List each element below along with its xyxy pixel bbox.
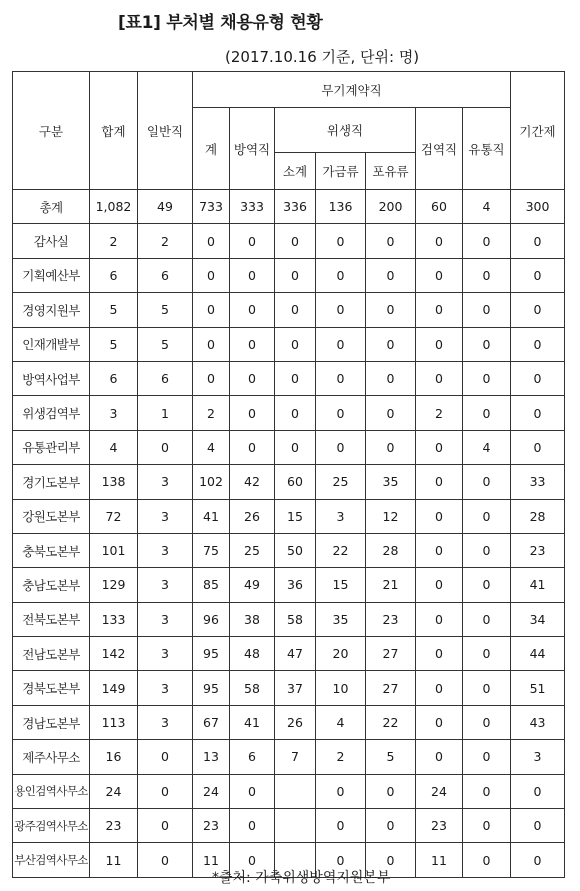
row-label: 경북도본부: [13, 671, 90, 705]
row-label: 부산검역사무소: [13, 843, 90, 877]
table-cell: 0: [275, 293, 316, 327]
table-cell: 0: [463, 774, 511, 808]
table-cell: 95: [193, 637, 230, 671]
table-cell: 6: [138, 258, 193, 292]
table-cell: 75: [193, 533, 230, 567]
table-cell: 5: [138, 293, 193, 327]
table-cell: 133: [90, 602, 138, 636]
table-row-total: [13, 190, 565, 224]
table-cell: 41: [511, 568, 565, 602]
table-cell: 0: [416, 293, 463, 327]
table-cell: 0: [316, 843, 366, 877]
table-cell: 0: [275, 361, 316, 395]
table-row: [13, 430, 565, 464]
table-cell: 0: [511, 843, 565, 877]
table-cell: 0: [463, 465, 511, 499]
table-cell: 0: [416, 258, 463, 292]
table-cell: 0: [416, 637, 463, 671]
header-indefinite-contract: 무기계약직: [193, 72, 511, 108]
header-subtotal: 소계: [275, 153, 316, 190]
header-inspection: 검역직: [416, 108, 463, 190]
table-cell: 22: [366, 705, 416, 739]
table-cell: 0: [316, 258, 366, 292]
table-cell: 0: [275, 327, 316, 361]
table-cell: 0: [138, 843, 193, 877]
table-cell: 113: [90, 705, 138, 739]
table-cell: 0: [366, 258, 416, 292]
table-cell: 3: [138, 465, 193, 499]
table-cell: 3: [90, 396, 138, 430]
table-cell: 0: [230, 224, 275, 258]
table-cell: 0: [463, 361, 511, 395]
table-cell: 0: [511, 224, 565, 258]
table-cell: 13: [193, 740, 230, 774]
table-row: [13, 671, 565, 705]
table-cell: 0: [366, 293, 416, 327]
table-cell: 101: [90, 533, 138, 567]
row-label: 유통관리부: [13, 430, 90, 464]
table-cell: 0: [511, 809, 565, 843]
table-cell: 0: [193, 224, 230, 258]
table-cell: 3: [138, 499, 193, 533]
header-sanitation: 위생직: [275, 108, 416, 153]
table-cell: 3: [138, 705, 193, 739]
table-cell: 6: [230, 740, 275, 774]
table-cell: 5: [138, 327, 193, 361]
table-cell: 149: [90, 671, 138, 705]
table-cell: 0: [463, 327, 511, 361]
table-cell: 0: [193, 327, 230, 361]
table-cell: 3: [138, 637, 193, 671]
table-cell: 11: [193, 843, 230, 877]
table-cell: 0: [463, 499, 511, 533]
table-cell: 0: [463, 533, 511, 567]
table-cell: 0: [230, 843, 275, 877]
table-row: [13, 293, 565, 327]
table-cell: 0: [463, 705, 511, 739]
table-cell: 16: [90, 740, 138, 774]
table-cell: 0: [366, 361, 416, 395]
table-cell: 0: [230, 809, 275, 843]
table-cell: 26: [230, 499, 275, 533]
row-label: 인재개발부: [13, 327, 90, 361]
table-cell: 35: [316, 602, 366, 636]
table-cell: 0: [416, 499, 463, 533]
table-cell: 0: [275, 224, 316, 258]
table-cell: 33: [511, 465, 565, 499]
table-row: [13, 774, 565, 808]
table-cell: 0: [193, 293, 230, 327]
table-cell: [275, 774, 316, 808]
table-cell: 15: [275, 499, 316, 533]
table-cell: 41: [230, 705, 275, 739]
table-cell: 60: [275, 465, 316, 499]
table-row: [13, 602, 565, 636]
table-cell: 1: [138, 396, 193, 430]
header-mammal: 포유류: [366, 153, 416, 190]
table-cell: 102: [193, 465, 230, 499]
row-label: 용인검역사무소: [13, 774, 90, 808]
header-general: 일반직: [138, 72, 193, 190]
header-total: 합계: [90, 72, 138, 190]
table-cell: 23: [90, 809, 138, 843]
table-cell: 3: [138, 602, 193, 636]
table-cell: 0: [275, 430, 316, 464]
table-cell: 2: [138, 224, 193, 258]
table-cell: 0: [463, 740, 511, 774]
date-note: (2017.10.16 기준, 단위: 명): [225, 48, 420, 66]
table-cell: 5: [90, 293, 138, 327]
table-cell: 0: [416, 465, 463, 499]
table-cell: 5: [90, 327, 138, 361]
employment-type-table: [12, 71, 565, 878]
row-label: 광주검역사무소: [13, 809, 90, 843]
table-cell: 41: [193, 499, 230, 533]
table-row: [13, 396, 565, 430]
table-cell: 0: [138, 740, 193, 774]
table-cell: 3: [138, 568, 193, 602]
row-label: 충남도본부: [13, 568, 90, 602]
table-cell: 0: [138, 430, 193, 464]
table-cell: 27: [366, 671, 416, 705]
row-label: 경남도본부: [13, 705, 90, 739]
table-cell: 0: [416, 602, 463, 636]
table-cell: [275, 809, 316, 843]
table-cell: 0: [511, 258, 565, 292]
table-cell: 200: [366, 190, 416, 224]
table-cell: 72: [90, 499, 138, 533]
table-cell: 0: [463, 843, 511, 877]
table-cell: 0: [230, 430, 275, 464]
table-cell: 47: [275, 637, 316, 671]
table-cell: 4: [316, 705, 366, 739]
table-cell: 11: [90, 843, 138, 877]
table-cell: 0: [230, 396, 275, 430]
table-cell: 42: [230, 465, 275, 499]
table-cell: 0: [463, 258, 511, 292]
table-cell: 60: [416, 190, 463, 224]
table-cell: 44: [511, 637, 565, 671]
table-cell: 0: [230, 293, 275, 327]
table-cell: 36: [275, 568, 316, 602]
table-cell: 3: [511, 740, 565, 774]
table-row: [13, 637, 565, 671]
table-cell: 3: [138, 671, 193, 705]
table-cell: 25: [230, 533, 275, 567]
table-cell: 4: [90, 430, 138, 464]
table-cell: 0: [463, 602, 511, 636]
table-cell: 23: [511, 533, 565, 567]
table-cell: 0: [366, 774, 416, 808]
header-poultry: 가금류: [316, 153, 366, 190]
table-cell: 0: [416, 740, 463, 774]
table-cell: 0: [230, 361, 275, 395]
table-cell: 0: [511, 396, 565, 430]
row-label: 기획예산부: [13, 258, 90, 292]
table-cell: 136: [316, 190, 366, 224]
table-cell: 0: [416, 705, 463, 739]
table-cell: 5: [366, 740, 416, 774]
table-cell: 336: [275, 190, 316, 224]
table-cell: 0: [316, 361, 366, 395]
table-cell: 0: [416, 533, 463, 567]
table-cell: 0: [511, 430, 565, 464]
table-cell: 0: [316, 430, 366, 464]
table-cell: 22: [316, 533, 366, 567]
table-cell: 333: [230, 190, 275, 224]
table-cell: 0: [463, 293, 511, 327]
table-cell: 0: [463, 568, 511, 602]
table-cell: 2: [316, 740, 366, 774]
table-cell: 138: [90, 465, 138, 499]
table-cell: 0: [463, 671, 511, 705]
table-cell: 0: [316, 809, 366, 843]
table-cell: 0: [511, 774, 565, 808]
table-cell: 23: [416, 809, 463, 843]
table-cell: 58: [230, 671, 275, 705]
table-cell: 2: [90, 224, 138, 258]
table-row: [13, 327, 565, 361]
table-cell: 733: [193, 190, 230, 224]
table-cell: 0: [193, 361, 230, 395]
table-cell: 58: [275, 602, 316, 636]
table-cell: 23: [366, 602, 416, 636]
row-label: 강원도본부: [13, 499, 90, 533]
table-row: [13, 705, 565, 739]
table-cell: 51: [511, 671, 565, 705]
table-cell: 0: [316, 327, 366, 361]
table-cell: 24: [193, 774, 230, 808]
table-cell: 4: [193, 430, 230, 464]
table-cell: 129: [90, 568, 138, 602]
table-row: [13, 740, 565, 774]
table-cell: 85: [193, 568, 230, 602]
table-cell: 0: [416, 327, 463, 361]
table-cell: 95: [193, 671, 230, 705]
table-cell: 0: [416, 361, 463, 395]
table-cell: 35: [366, 465, 416, 499]
table-cell: 300: [511, 190, 565, 224]
table-cell: 0: [366, 224, 416, 258]
table-cell: 0: [416, 568, 463, 602]
table-cell: 25: [316, 465, 366, 499]
table-cell: 0: [366, 843, 416, 877]
row-label: 경기도본부: [13, 465, 90, 499]
table-cell: 12: [366, 499, 416, 533]
table-cell: 2: [193, 396, 230, 430]
table-cell: 142: [90, 637, 138, 671]
table-cell: 34: [511, 602, 565, 636]
table-cell: 0: [511, 361, 565, 395]
table-cell: 50: [275, 533, 316, 567]
header-quarantine: 방역직: [230, 108, 275, 190]
table-title: [표1] 부처별 채용유형 현황: [118, 13, 323, 33]
table-cell: 3: [138, 533, 193, 567]
header-sum: 계: [193, 108, 230, 190]
header-fixed-term: 기간제: [511, 72, 565, 190]
table-row: [13, 224, 565, 258]
table-cell: 26: [275, 705, 316, 739]
table-row: [13, 465, 565, 499]
table-cell: 0: [275, 258, 316, 292]
table-cell: 27: [366, 637, 416, 671]
table-cell: 0: [138, 809, 193, 843]
table-cell: 0: [463, 809, 511, 843]
table-cell: 0: [366, 430, 416, 464]
table-cell: 0: [511, 327, 565, 361]
table-cell: 6: [138, 361, 193, 395]
header-distribution: 유통직: [463, 108, 511, 190]
table-cell: 0: [416, 224, 463, 258]
table-cell: 0: [366, 396, 416, 430]
table-cell: 7: [275, 740, 316, 774]
table-cell: 24: [90, 774, 138, 808]
table-cell: 0: [316, 293, 366, 327]
table-cell: 21: [366, 568, 416, 602]
table-cell: 96: [193, 602, 230, 636]
table-cell: 6: [90, 258, 138, 292]
table-cell: 43: [511, 705, 565, 739]
table-cell: 49: [138, 190, 193, 224]
table-cell: 0: [316, 774, 366, 808]
row-label: 총계: [13, 190, 90, 224]
row-label: 감사실: [13, 224, 90, 258]
table-cell: 11: [416, 843, 463, 877]
table-row: [13, 361, 565, 395]
table-cell: 4: [463, 430, 511, 464]
table-cell: 0: [230, 258, 275, 292]
table-cell: 20: [316, 637, 366, 671]
table-cell: 0: [416, 671, 463, 705]
row-label: 방역사업부: [13, 361, 90, 395]
table-row: [13, 533, 565, 567]
table-row: [13, 809, 565, 843]
table-cell: 28: [511, 499, 565, 533]
header-category: 구분: [13, 72, 90, 190]
table-cell: 15: [316, 568, 366, 602]
table-cell: 2: [416, 396, 463, 430]
table-cell: 1,082: [90, 190, 138, 224]
table-cell: 0: [275, 396, 316, 430]
row-label: 전북도본부: [13, 602, 90, 636]
table-cell: 0: [463, 637, 511, 671]
table-cell: 10: [316, 671, 366, 705]
table-cell: 48: [230, 637, 275, 671]
table-row: [13, 258, 565, 292]
table-cell: 38: [230, 602, 275, 636]
table-cell: 0: [366, 809, 416, 843]
table-cell: 3: [316, 499, 366, 533]
table-cell: 67: [193, 705, 230, 739]
table-row: [13, 499, 565, 533]
source-footnote: *출처: 가축위생방역지원본부: [212, 870, 391, 886]
table-cell: 0: [511, 293, 565, 327]
table-cell: 6: [90, 361, 138, 395]
table-cell: 37: [275, 671, 316, 705]
row-label: 충북도본부: [13, 533, 90, 567]
table-cell: 0: [230, 327, 275, 361]
row-label: 제주사무소: [13, 740, 90, 774]
row-label: 전남도본부: [13, 637, 90, 671]
table-cell: 24: [416, 774, 463, 808]
table-cell: 0: [316, 224, 366, 258]
table-cell: 0: [463, 224, 511, 258]
table-body: [13, 190, 565, 878]
table-row: [13, 568, 565, 602]
table-cell: 0: [366, 327, 416, 361]
table-cell: 4: [463, 190, 511, 224]
row-label: 위생검역부: [13, 396, 90, 430]
table-cell: 49: [230, 568, 275, 602]
table-cell: 28: [366, 533, 416, 567]
table-cell: 0: [416, 430, 463, 464]
table-cell: 0: [138, 774, 193, 808]
table-cell: 0: [316, 396, 366, 430]
table-cell: 0: [230, 774, 275, 808]
table-cell: 0: [193, 258, 230, 292]
row-label: 경영지원부: [13, 293, 90, 327]
table-cell: 0: [463, 396, 511, 430]
table-cell: 23: [193, 809, 230, 843]
